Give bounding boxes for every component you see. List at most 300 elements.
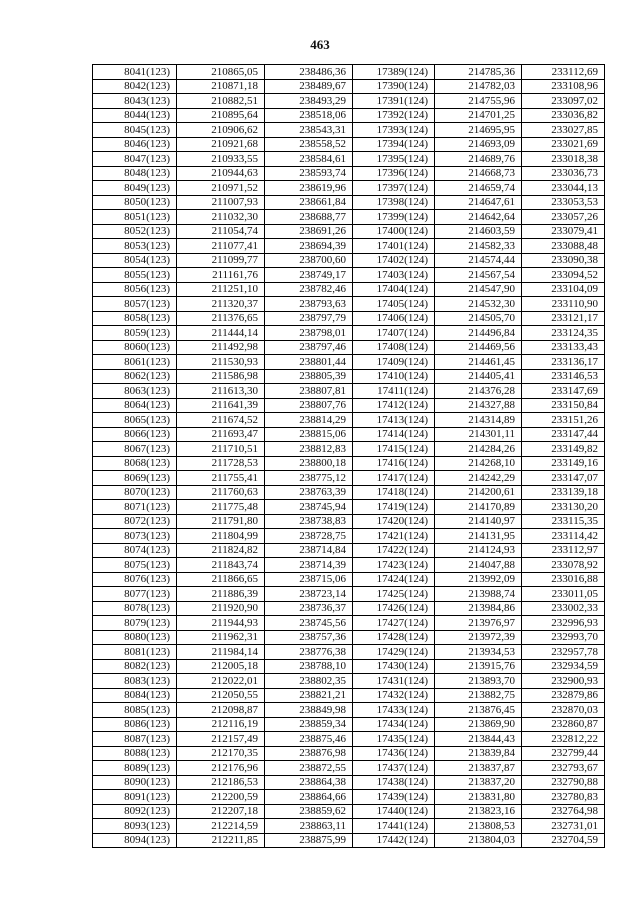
x-coordinate-left: 212157,49 [177,732,265,747]
y-coordinate-left: 238723,14 [265,587,353,602]
y-coordinate-right: 233018,38 [522,152,605,167]
x-coordinate-right: 214327,88 [435,398,522,413]
y-coordinate-right: 233002,33 [522,601,605,616]
y-coordinate-right: 233149,82 [522,442,605,457]
point-id-left: 8068(123) [93,456,177,471]
y-coordinate-right: 232704,59 [522,833,605,848]
x-coordinate-right: 214547,90 [435,282,522,297]
point-id-right: 17426(124) [353,601,435,616]
table-row [93,355,605,370]
x-coordinate-left: 211376,65 [177,311,265,326]
point-id-left: 8052(123) [93,224,177,239]
y-coordinate-right: 233104,09 [522,282,605,297]
table-row [93,833,605,848]
y-coordinate-left: 238558,52 [265,137,353,152]
point-id-right: 17396(124) [353,166,435,181]
y-coordinate-left: 238619,96 [265,181,353,196]
point-id-right: 17430(124) [353,659,435,674]
x-coordinate-left: 211791,80 [177,514,265,529]
table-row [93,558,605,573]
y-coordinate-left: 238736,37 [265,601,353,616]
point-id-right: 17401(124) [353,239,435,254]
point-id-left: 8048(123) [93,166,177,181]
point-id-right: 17441(124) [353,819,435,834]
point-id-right: 17434(124) [353,717,435,732]
point-id-left: 8081(123) [93,645,177,660]
x-coordinate-left: 210971,52 [177,181,265,196]
x-coordinate-right: 214567,54 [435,268,522,283]
x-coordinate-right: 214701,25 [435,108,522,123]
x-coordinate-right: 213869,90 [435,717,522,732]
y-coordinate-left: 238807,76 [265,398,353,413]
point-id-right: 17409(124) [353,355,435,370]
point-id-right: 17440(124) [353,804,435,819]
point-id-left: 8072(123) [93,514,177,529]
point-id-left: 8045(123) [93,123,177,138]
y-coordinate-left: 238584,61 [265,152,353,167]
table-row [93,311,605,326]
y-coordinate-right: 233079,41 [522,224,605,239]
table-row [93,369,605,384]
x-coordinate-right: 213839,84 [435,746,522,761]
point-id-left: 8055(123) [93,268,177,283]
y-coordinate-left: 238728,75 [265,529,353,544]
x-coordinate-left: 211824,82 [177,543,265,558]
x-coordinate-left: 210871,18 [177,79,265,94]
x-coordinate-left: 212022,01 [177,674,265,689]
x-coordinate-right: 213837,87 [435,761,522,776]
y-coordinate-right: 232870,03 [522,703,605,718]
point-id-left: 8063(123) [93,384,177,399]
x-coordinate-right: 213934,53 [435,645,522,660]
y-coordinate-left: 238776,38 [265,645,353,660]
x-coordinate-right: 214532,30 [435,297,522,312]
table-row [93,152,605,167]
table-row [93,471,605,486]
point-id-right: 17418(124) [353,485,435,500]
point-id-left: 8056(123) [93,282,177,297]
y-coordinate-right: 233094,52 [522,268,605,283]
y-coordinate-right: 233150,84 [522,398,605,413]
point-id-left: 8086(123) [93,717,177,732]
x-coordinate-right: 213844,43 [435,732,522,747]
point-id-right: 17436(124) [353,746,435,761]
x-coordinate-right: 213972,39 [435,630,522,645]
table-row [93,442,605,457]
x-coordinate-left: 212050,55 [177,688,265,703]
point-id-left: 8065(123) [93,413,177,428]
y-coordinate-right: 232731,01 [522,819,605,834]
point-id-right: 17438(124) [353,775,435,790]
x-coordinate-right: 213915,76 [435,659,522,674]
y-coordinate-left: 238793,63 [265,297,353,312]
x-coordinate-left: 212116,19 [177,717,265,732]
x-coordinate-left: 211530,93 [177,355,265,370]
y-coordinate-right: 232764,98 [522,804,605,819]
table-row [93,514,605,529]
y-coordinate-left: 238738,83 [265,514,353,529]
x-coordinate-left: 210944,63 [177,166,265,181]
y-coordinate-left: 238864,66 [265,790,353,805]
point-id-left: 8083(123) [93,674,177,689]
point-id-left: 8090(123) [93,775,177,790]
table-row [93,384,605,399]
x-coordinate-right: 214574,44 [435,253,522,268]
point-id-left: 8089(123) [93,761,177,776]
y-coordinate-right: 233136,17 [522,355,605,370]
point-id-left: 8070(123) [93,485,177,500]
y-coordinate-right: 232900,93 [522,674,605,689]
table-row [93,761,605,776]
x-coordinate-right: 213893,70 [435,674,522,689]
x-coordinate-right: 213831,80 [435,790,522,805]
y-coordinate-left: 238788,10 [265,659,353,674]
point-id-right: 17417(124) [353,471,435,486]
x-coordinate-right: 214140,97 [435,514,522,529]
point-id-right: 17419(124) [353,500,435,515]
x-coordinate-right: 213882,75 [435,688,522,703]
table-row [93,282,605,297]
x-coordinate-left: 211984,14 [177,645,265,660]
point-id-right: 17416(124) [353,456,435,471]
point-id-right: 17398(124) [353,195,435,210]
y-coordinate-left: 238802,35 [265,674,353,689]
y-coordinate-left: 238812,83 [265,442,353,457]
x-coordinate-left: 212207,18 [177,804,265,819]
y-coordinate-right: 233151,26 [522,413,605,428]
x-coordinate-right: 214376,28 [435,384,522,399]
point-id-right: 17407(124) [353,326,435,341]
y-coordinate-right: 233053,53 [522,195,605,210]
x-coordinate-right: 213808,53 [435,819,522,834]
y-coordinate-right: 233146,53 [522,369,605,384]
point-id-left: 8058(123) [93,311,177,326]
x-coordinate-right: 214755,96 [435,94,522,109]
table-row [93,137,605,152]
y-coordinate-left: 238493,29 [265,94,353,109]
x-coordinate-right: 214642,64 [435,210,522,225]
point-id-right: 17437(124) [353,761,435,776]
table-row [93,79,605,94]
table-row [93,123,605,138]
y-coordinate-right: 233149,16 [522,456,605,471]
x-coordinate-left: 211944,93 [177,616,265,631]
y-coordinate-right: 232793,67 [522,761,605,776]
y-coordinate-left: 238715,06 [265,572,353,587]
x-coordinate-right: 214047,88 [435,558,522,573]
x-coordinate-left: 211492,98 [177,340,265,355]
point-id-right: 17442(124) [353,833,435,848]
y-coordinate-right: 233016,88 [522,572,605,587]
point-id-right: 17404(124) [353,282,435,297]
y-coordinate-right: 233112,69 [522,65,605,80]
x-coordinate-left: 211099,77 [177,253,265,268]
point-id-left: 8051(123) [93,210,177,225]
point-id-left: 8047(123) [93,152,177,167]
point-id-right: 17413(124) [353,413,435,428]
x-coordinate-left: 211007,93 [177,195,265,210]
table-row [93,732,605,747]
y-coordinate-left: 238749,17 [265,268,353,283]
point-id-left: 8076(123) [93,572,177,587]
table-row [93,94,605,109]
table-row [93,253,605,268]
point-id-left: 8079(123) [93,616,177,631]
table-row [93,659,605,674]
point-id-left: 8078(123) [93,601,177,616]
x-coordinate-right: 214782,03 [435,79,522,94]
x-coordinate-right: 214695,95 [435,123,522,138]
y-coordinate-left: 238875,46 [265,732,353,747]
point-id-right: 17389(124) [353,65,435,80]
x-coordinate-right: 214461,45 [435,355,522,370]
point-id-left: 8084(123) [93,688,177,703]
y-coordinate-right: 233108,96 [522,79,605,94]
table-row [93,413,605,428]
point-id-left: 8050(123) [93,195,177,210]
table-row [93,703,605,718]
y-coordinate-right: 233021,69 [522,137,605,152]
x-coordinate-right: 214131,95 [435,529,522,544]
x-coordinate-left: 211586,98 [177,369,265,384]
y-coordinate-right: 232812,22 [522,732,605,747]
point-id-right: 17412(124) [353,398,435,413]
table-row [93,239,605,254]
y-coordinate-left: 238821,21 [265,688,353,703]
table-row [93,601,605,616]
x-coordinate-right: 213804,03 [435,833,522,848]
point-id-right: 17415(124) [353,442,435,457]
table-row [93,65,605,80]
point-id-left: 8059(123) [93,326,177,341]
y-coordinate-left: 238763,39 [265,485,353,500]
y-coordinate-left: 238700,60 [265,253,353,268]
y-coordinate-left: 238875,99 [265,833,353,848]
point-id-left: 8041(123) [93,65,177,80]
y-coordinate-right: 233130,20 [522,500,605,515]
x-coordinate-left: 211775,48 [177,500,265,515]
point-id-right: 17420(124) [353,514,435,529]
y-coordinate-right: 233121,17 [522,311,605,326]
x-coordinate-left: 211760,63 [177,485,265,500]
y-coordinate-right: 233044,13 [522,181,605,196]
point-id-right: 17400(124) [353,224,435,239]
point-id-right: 17432(124) [353,688,435,703]
x-coordinate-left: 211054,74 [177,224,265,239]
x-coordinate-left: 211674,52 [177,413,265,428]
table-row [93,746,605,761]
x-coordinate-left: 210906,62 [177,123,265,138]
x-coordinate-right: 214668,73 [435,166,522,181]
point-id-right: 17397(124) [353,181,435,196]
y-coordinate-right: 233090,38 [522,253,605,268]
y-coordinate-left: 238543,31 [265,123,353,138]
y-coordinate-right: 233057,26 [522,210,605,225]
point-id-left: 8091(123) [93,790,177,805]
y-coordinate-right: 232790,88 [522,775,605,790]
table-row [93,529,605,544]
point-id-left: 8044(123) [93,108,177,123]
x-coordinate-left: 210921,68 [177,137,265,152]
point-id-left: 8073(123) [93,529,177,544]
point-id-right: 17423(124) [353,558,435,573]
y-coordinate-left: 238800,18 [265,456,353,471]
y-coordinate-right: 233088,48 [522,239,605,254]
point-id-right: 17392(124) [353,108,435,123]
x-coordinate-right: 214693,09 [435,137,522,152]
table-row [93,268,605,283]
point-id-right: 17414(124) [353,427,435,442]
table-row [93,587,605,602]
point-id-left: 8057(123) [93,297,177,312]
point-id-left: 8066(123) [93,427,177,442]
y-coordinate-right: 233147,07 [522,471,605,486]
y-coordinate-right: 232957,78 [522,645,605,660]
point-id-right: 17435(124) [353,732,435,747]
y-coordinate-right: 232860,87 [522,717,605,732]
x-coordinate-left: 210865,05 [177,65,265,80]
point-id-right: 17421(124) [353,529,435,544]
y-coordinate-left: 238801,44 [265,355,353,370]
x-coordinate-left: 210882,51 [177,94,265,109]
point-id-left: 8082(123) [93,659,177,674]
x-coordinate-left: 211161,76 [177,268,265,283]
x-coordinate-right: 214268,10 [435,456,522,471]
y-coordinate-left: 238691,26 [265,224,353,239]
table-row [93,340,605,355]
y-coordinate-left: 238798,01 [265,326,353,341]
y-coordinate-right: 232799,44 [522,746,605,761]
point-id-left: 8080(123) [93,630,177,645]
x-coordinate-left: 212176,96 [177,761,265,776]
point-id-right: 17406(124) [353,311,435,326]
y-coordinate-left: 238859,62 [265,804,353,819]
point-id-left: 8094(123) [93,833,177,848]
x-coordinate-right: 213976,97 [435,616,522,631]
point-id-right: 17410(124) [353,369,435,384]
x-coordinate-right: 214659,74 [435,181,522,196]
x-coordinate-right: 213837,20 [435,775,522,790]
point-id-right: 17395(124) [353,152,435,167]
point-id-right: 17429(124) [353,645,435,660]
point-id-left: 8077(123) [93,587,177,602]
x-coordinate-left: 211613,30 [177,384,265,399]
point-id-right: 17425(124) [353,587,435,602]
table-body [93,65,605,848]
point-id-left: 8060(123) [93,340,177,355]
y-coordinate-right: 232996,93 [522,616,605,631]
table-row [93,427,605,442]
y-coordinate-left: 238876,98 [265,746,353,761]
x-coordinate-right: 214284,26 [435,442,522,457]
x-coordinate-right: 214170,89 [435,500,522,515]
point-id-right: 17408(124) [353,340,435,355]
y-coordinate-right: 233078,92 [522,558,605,573]
x-coordinate-left: 211444,14 [177,326,265,341]
point-id-right: 17393(124) [353,123,435,138]
x-coordinate-right: 214582,33 [435,239,522,254]
y-coordinate-right: 233139,18 [522,485,605,500]
x-coordinate-left: 212005,18 [177,659,265,674]
table-row [93,195,605,210]
y-coordinate-right: 232879,86 [522,688,605,703]
x-coordinate-left: 210933,55 [177,152,265,167]
table-row [93,819,605,834]
y-coordinate-left: 238782,46 [265,282,353,297]
point-id-right: 17403(124) [353,268,435,283]
x-coordinate-left: 211710,51 [177,442,265,457]
x-coordinate-left: 211320,37 [177,297,265,312]
table-row [93,775,605,790]
table-row [93,181,605,196]
y-coordinate-left: 238745,56 [265,616,353,631]
y-coordinate-right: 233036,82 [522,108,605,123]
y-coordinate-right: 233133,43 [522,340,605,355]
y-coordinate-right: 233115,35 [522,514,605,529]
table-row [93,210,605,225]
x-coordinate-right: 213984,86 [435,601,522,616]
point-id-right: 17439(124) [353,790,435,805]
x-coordinate-left: 211886,39 [177,587,265,602]
table-row [93,543,605,558]
y-coordinate-left: 238863,11 [265,819,353,834]
y-coordinate-left: 238593,74 [265,166,353,181]
table-row [93,674,605,689]
point-id-left: 8049(123) [93,181,177,196]
point-id-left: 8088(123) [93,746,177,761]
table-row [93,688,605,703]
x-coordinate-left: 211728,53 [177,456,265,471]
y-coordinate-left: 238807,81 [265,384,353,399]
x-coordinate-right: 214242,29 [435,471,522,486]
point-id-right: 17427(124) [353,616,435,631]
x-coordinate-left: 211962,31 [177,630,265,645]
point-id-left: 8062(123) [93,369,177,384]
y-coordinate-right: 232934,59 [522,659,605,674]
y-coordinate-right: 233147,69 [522,384,605,399]
y-coordinate-right: 233027,85 [522,123,605,138]
y-coordinate-right: 233112,97 [522,543,605,558]
point-id-right: 17402(124) [353,253,435,268]
y-coordinate-left: 238872,55 [265,761,353,776]
x-coordinate-right: 214200,61 [435,485,522,500]
point-id-left: 8053(123) [93,239,177,254]
x-coordinate-right: 213823,16 [435,804,522,819]
point-id-left: 8046(123) [93,137,177,152]
x-coordinate-right: 214689,76 [435,152,522,167]
x-coordinate-left: 211843,74 [177,558,265,573]
point-id-right: 17428(124) [353,630,435,645]
point-id-right: 17411(124) [353,384,435,399]
point-id-left: 8075(123) [93,558,177,573]
y-coordinate-left: 238815,06 [265,427,353,442]
x-coordinate-left: 210895,64 [177,108,265,123]
x-coordinate-right: 214647,61 [435,195,522,210]
point-id-left: 8071(123) [93,500,177,515]
point-id-right: 17433(124) [353,703,435,718]
y-coordinate-left: 238814,29 [265,413,353,428]
y-coordinate-right: 233147,44 [522,427,605,442]
x-coordinate-left: 211032,30 [177,210,265,225]
x-coordinate-left: 212098,87 [177,703,265,718]
point-id-left: 8067(123) [93,442,177,457]
x-coordinate-left: 212200,59 [177,790,265,805]
point-id-left: 8054(123) [93,253,177,268]
y-coordinate-right: 233011,05 [522,587,605,602]
table-row [93,326,605,341]
point-id-left: 8074(123) [93,543,177,558]
point-id-left: 8085(123) [93,703,177,718]
